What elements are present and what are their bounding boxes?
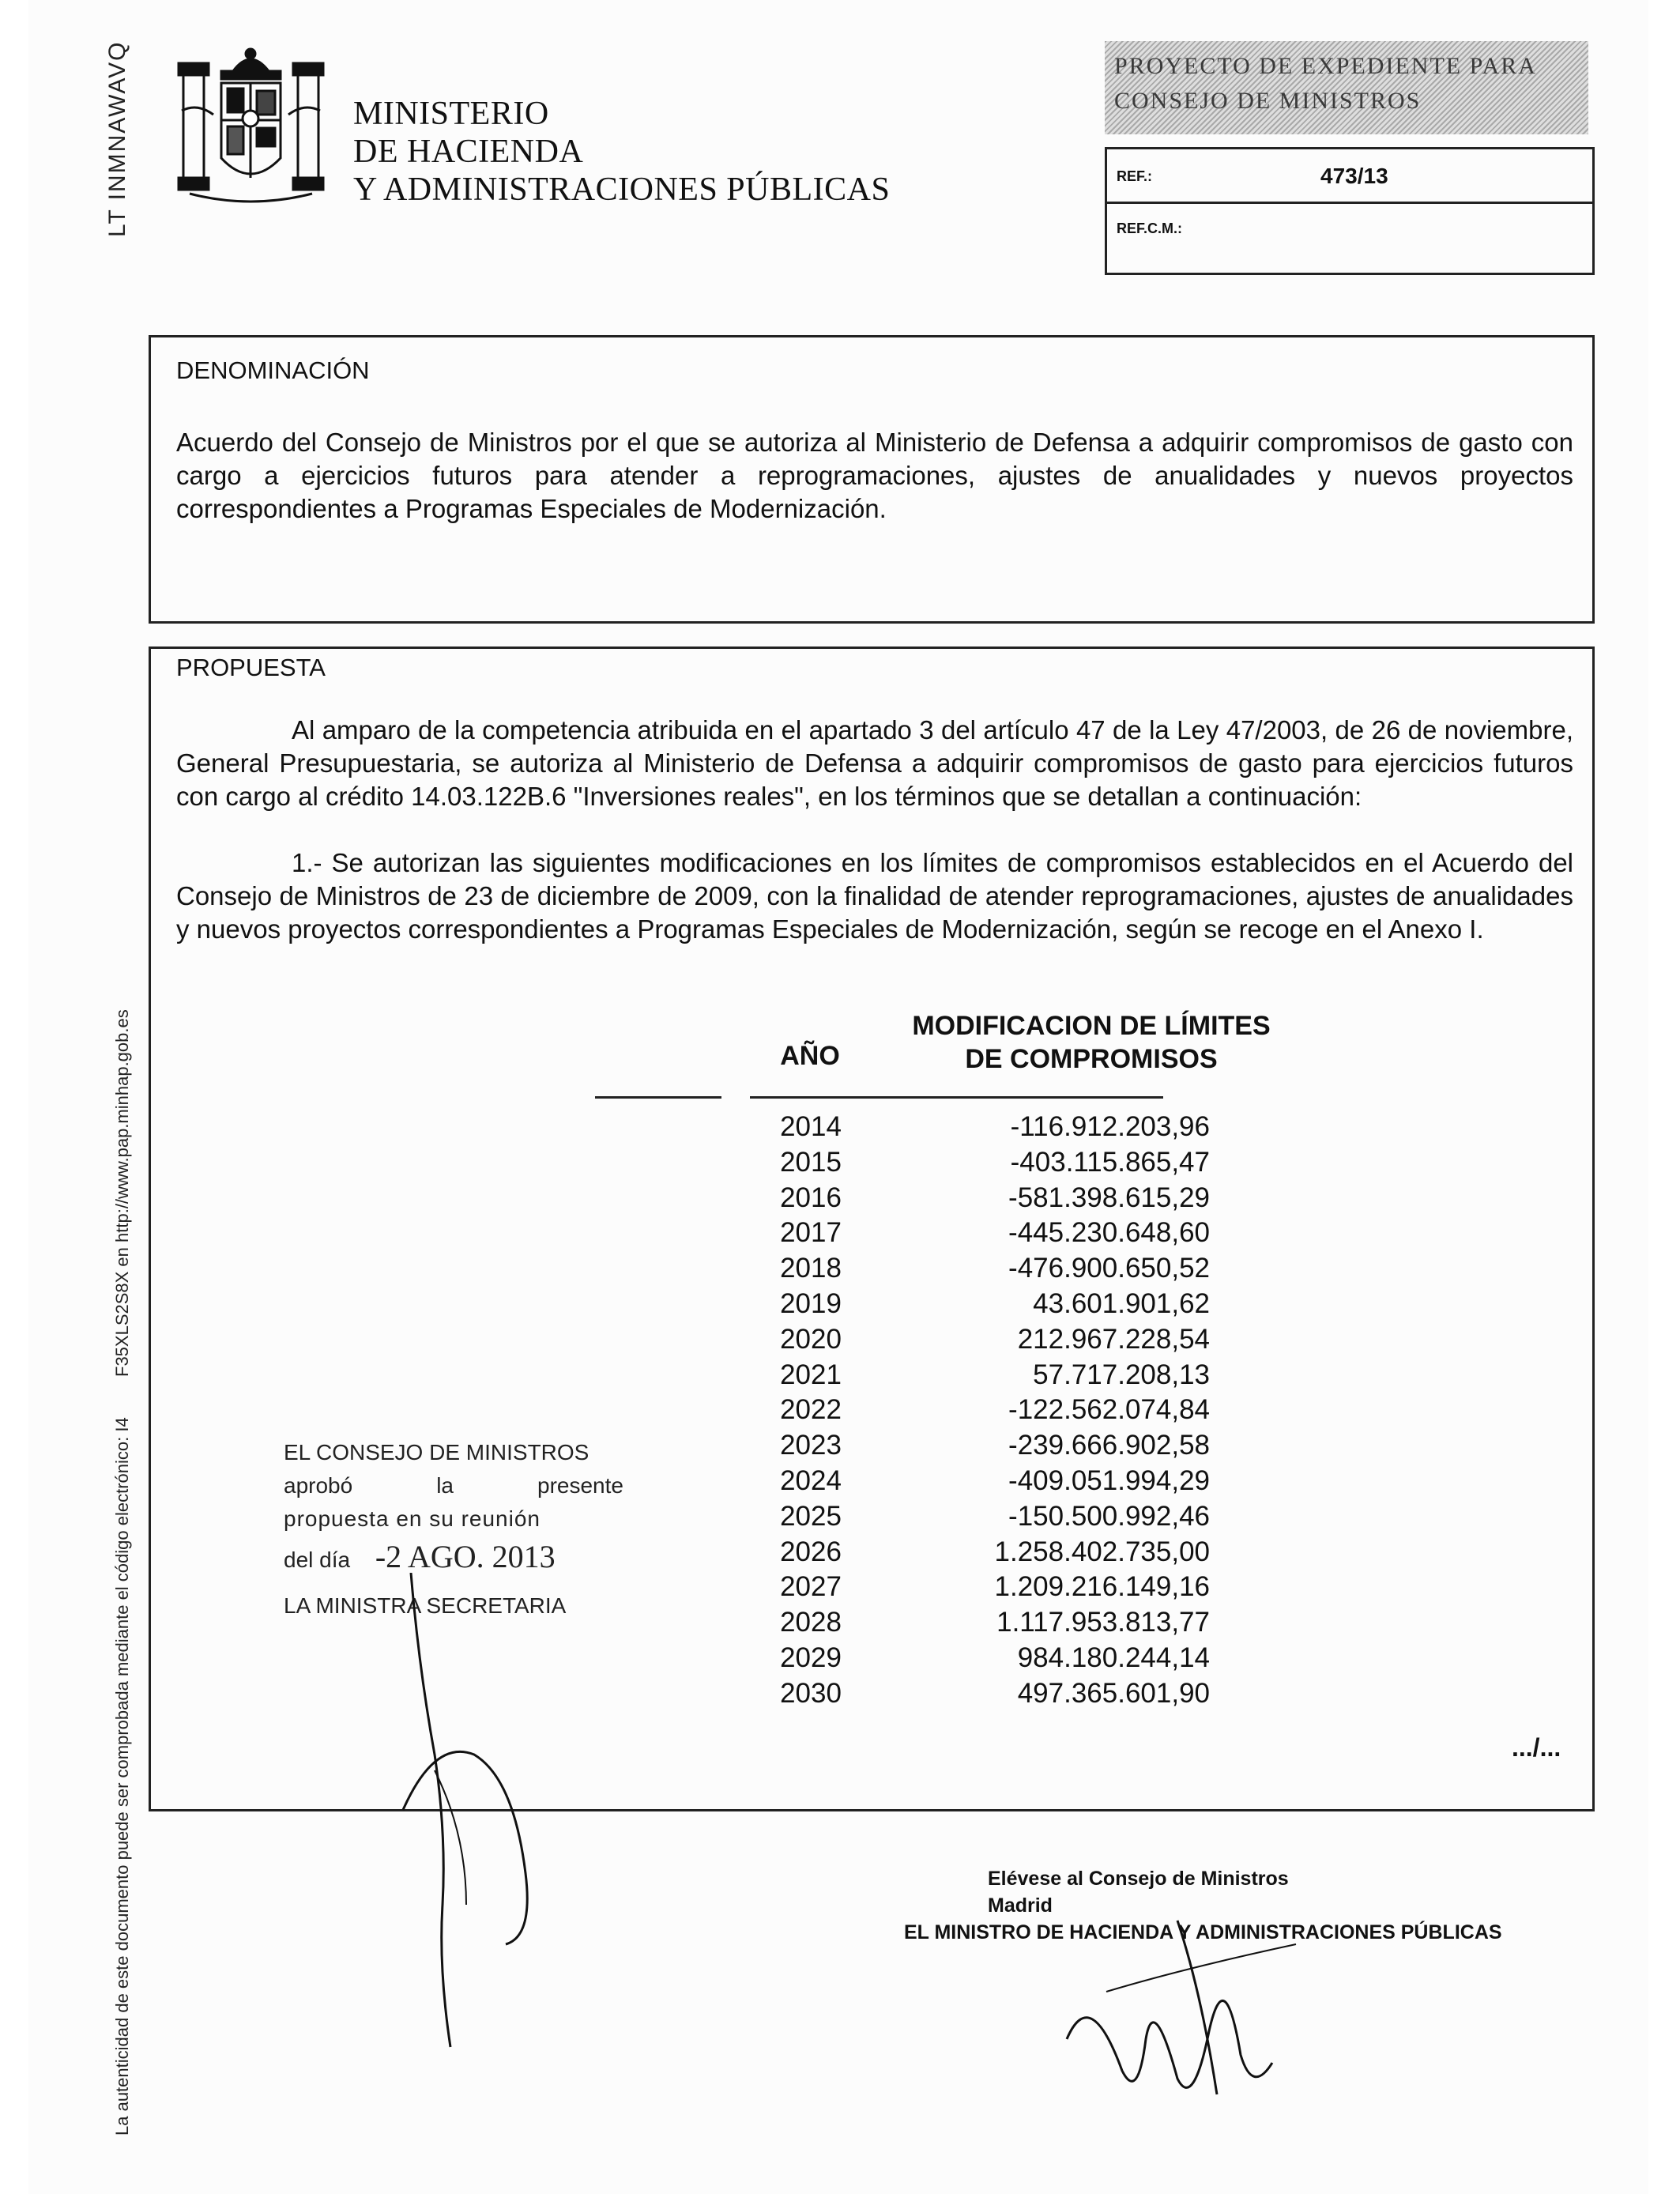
coat-of-arms-emblem bbox=[166, 40, 336, 209]
council-stamp-line-2 bbox=[284, 1469, 623, 1502]
table-row bbox=[151, 1217, 1592, 1253]
table-cell-year: 2028 bbox=[780, 1607, 842, 1638]
council-stamp-line-3: propuesta en su reunión bbox=[284, 1506, 541, 1531]
table-cell-value: -122.562.074,84 bbox=[1008, 1394, 1210, 1426]
table-cell-year: 2023 bbox=[780, 1430, 842, 1461]
table-cell-value: -445.230.648,60 bbox=[1008, 1217, 1210, 1249]
table-cell-value: -116.912.203,96 bbox=[1010, 1111, 1210, 1142]
table-cell-value: 497.365.601,90 bbox=[1017, 1677, 1210, 1709]
reference-box bbox=[1105, 147, 1595, 275]
table-header-value bbox=[886, 1009, 1297, 1076]
table-row bbox=[151, 1182, 1592, 1218]
table-cell-year: 2022 bbox=[780, 1394, 842, 1426]
table-cell-value: -403.115.865,47 bbox=[1010, 1146, 1210, 1178]
table-cell-year: 2018 bbox=[780, 1253, 842, 1284]
signature-block-line-1: Elévese al Consejo de Ministros bbox=[988, 1868, 1289, 1890]
table-cell-value: -239.666.902,58 bbox=[1008, 1430, 1210, 1461]
table-row bbox=[151, 1359, 1592, 1395]
council-stamp-line-4 bbox=[284, 1540, 623, 1577]
table-cell-value: -409.051.994,29 bbox=[1008, 1465, 1210, 1496]
ref-label: REF.: bbox=[1117, 168, 1152, 184]
denominacion-section bbox=[149, 335, 1595, 624]
expedient-stamp-line-1: PROYECTO DE EXPEDIENTE PARA bbox=[1114, 53, 1537, 79]
table-cell-value: 1.209.216.149,16 bbox=[994, 1571, 1210, 1603]
table-cell-value: 1.117.953.813,77 bbox=[996, 1607, 1210, 1638]
table-cell-value: 984.180.244,14 bbox=[1017, 1642, 1210, 1673]
table-row bbox=[151, 1394, 1592, 1430]
ref-row bbox=[1107, 149, 1592, 204]
ministry-line-2: DE HACIENDA bbox=[353, 134, 584, 170]
council-stamp-line-1: EL CONSEJO DE MINISTROS bbox=[284, 1440, 590, 1465]
table-row bbox=[151, 1678, 1592, 1713]
table-cell-year: 2029 bbox=[780, 1642, 842, 1673]
table-cell-year: 2024 bbox=[780, 1465, 842, 1496]
denominacion-text: Acuerdo del Consejo de Ministros por el que se autoriza al Ministerio de Defensa a adquirir compromisos de gasto con cargo a ejercicios futuros para atender a reprogramaciones, ajustes de anualidades y nuevos proyectos correspondientes a Programas Especiales de Modernización. bbox=[176, 428, 1573, 523]
table-cell-year: 2014 bbox=[780, 1111, 842, 1142]
table-row bbox=[151, 1253, 1592, 1288]
table-cell-value: -150.500.992,46 bbox=[1008, 1500, 1210, 1532]
table-cell-year: 2017 bbox=[780, 1217, 842, 1249]
margin-code-top: LT INMNAWAVQ bbox=[104, 40, 130, 237]
propuesta-section bbox=[149, 647, 1595, 1811]
expedient-stamp-line-2: CONSEJO DE MINISTROS bbox=[1114, 88, 1422, 114]
ministry-line-1: MINISTERIO bbox=[353, 96, 549, 132]
minister-signature bbox=[1059, 1897, 1328, 2118]
council-stamp-date: -2 AGO. 2013 bbox=[375, 1539, 556, 1574]
propuesta-paragraph-2: 1.- Se autorizan las siguientes modificaciones en los límites de compromisos establecidos en el Acuerdo del Consejo de Ministros de 23 de diciembre de 2009, con la finalidad de atender reprogramaciones, ajustes de anualidades y nuevos proyectos correspondientes a Programas Especiales de Modernización, según se recoge en el Anexo I. bbox=[176, 848, 1573, 944]
table-rule-value bbox=[750, 1096, 1163, 1099]
margin-verification-code: F35XLS2S8X en http://www.pap.minhap.gob.es bbox=[112, 1009, 132, 1377]
table-cell-value: -476.900.650,52 bbox=[1008, 1253, 1210, 1284]
ministry-name bbox=[353, 95, 890, 209]
table-header-year: AÑO bbox=[780, 1041, 840, 1071]
table-cell-year: 2015 bbox=[780, 1146, 842, 1178]
table-cell-year: 2030 bbox=[780, 1677, 842, 1709]
table-row bbox=[151, 1324, 1592, 1359]
council-stamp-date-label: del día bbox=[284, 1547, 351, 1572]
table-row bbox=[151, 1288, 1592, 1324]
table-header-value-line-2: DE COMPROMISOS bbox=[965, 1044, 1218, 1074]
table-rule-year bbox=[595, 1096, 721, 1099]
table-cell-value: -581.398.615,29 bbox=[1008, 1182, 1210, 1213]
table-cell-year: 2016 bbox=[780, 1182, 842, 1213]
table-cell-year: 2021 bbox=[780, 1359, 842, 1390]
table-header-value-line-1: MODIFICACION DE LÍMITES bbox=[912, 1011, 1271, 1041]
table-row bbox=[151, 1642, 1592, 1678]
council-stamp-word-2: la bbox=[436, 1473, 454, 1498]
table-row bbox=[151, 1111, 1592, 1147]
council-stamp-line-5: LA MINISTRA SECRETARIA bbox=[284, 1593, 567, 1618]
table-cell-year: 2025 bbox=[780, 1500, 842, 1532]
secretary-signature bbox=[387, 1573, 561, 2079]
ministry-line-3: Y ADMINISTRACIONES PÚBLICAS bbox=[353, 172, 891, 208]
table-cell-value: 212.967.228,54 bbox=[1017, 1323, 1210, 1355]
table-cell-year: 2026 bbox=[780, 1536, 842, 1567]
table-cell-value: 1.258.402.735,00 bbox=[994, 1536, 1210, 1567]
margin-verification-text: La autenticidad de este documento puede ser comprobada mediante el código electrónico: I4 bbox=[112, 1417, 132, 2136]
council-stamp-word-1: aprobó bbox=[284, 1473, 353, 1498]
refcm-label: REF.C.M.: bbox=[1117, 221, 1182, 236]
council-stamp-word-3: presente bbox=[537, 1473, 623, 1498]
refcm-row bbox=[1107, 202, 1592, 254]
denominacion-label: DENOMINACIÓN bbox=[176, 356, 370, 384]
continued-mark: .../... bbox=[1512, 1733, 1561, 1762]
table-cell-year: 2019 bbox=[780, 1288, 842, 1319]
table-row bbox=[151, 1147, 1592, 1182]
signature-block-line-3: EL MINISTRO DE HACIENDA Y ADMINISTRACIONES PÚBLICAS bbox=[904, 1921, 1502, 1943]
propuesta-label: PROPUESTA bbox=[176, 654, 326, 681]
table-cell-value: 43.601.901,62 bbox=[1033, 1288, 1210, 1319]
table-cell-year: 2027 bbox=[780, 1571, 842, 1603]
signature-block-line-2: Madrid bbox=[988, 1894, 1053, 1917]
expedient-stamp-text bbox=[1114, 49, 1580, 119]
propuesta-paragraph-1: Al amparo de la competencia atribuida en el apartado 3 del artículo 47 de la Ley 47/2003, de 26 de noviembre, General Presupuestaria, se autoriza al Ministerio de Defensa a adquirir compromisos de gasto para ejercicios futuros con cargo al crédito 14.03.122B.6 "Inversiones reales", en los términos que se detallan a continuación: bbox=[176, 715, 1573, 811]
ref-value: 473/13 bbox=[1320, 164, 1388, 188]
table-cell-year: 2020 bbox=[780, 1323, 842, 1355]
table-cell-value: 57.717.208,13 bbox=[1033, 1359, 1210, 1390]
